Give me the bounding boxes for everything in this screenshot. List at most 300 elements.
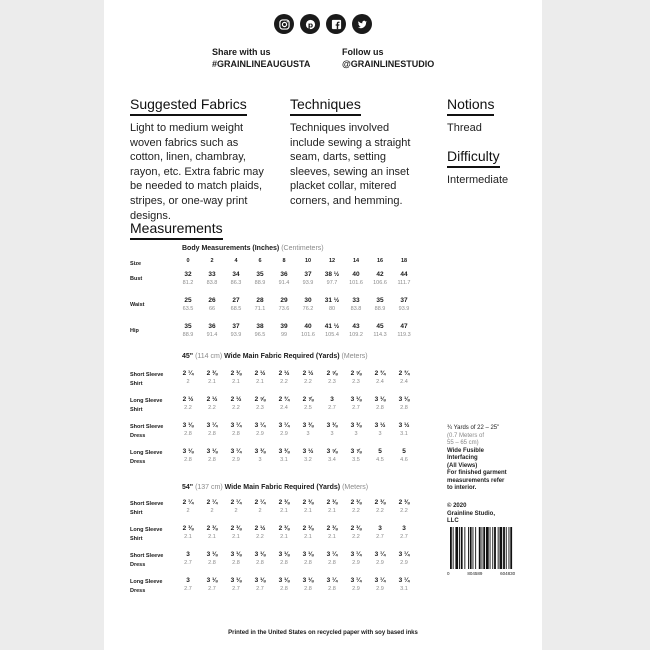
cell-imperial-value: 2 ⅝ bbox=[326, 370, 338, 377]
cell-metric-value: 88.9 bbox=[254, 280, 266, 286]
cell-metric-value: 91.4 bbox=[206, 332, 218, 338]
barcode-bar bbox=[482, 527, 483, 569]
cell-imperial-value: 36 bbox=[208, 323, 216, 330]
cell-imperial-value: 3 ½ bbox=[398, 422, 410, 429]
cell-imperial-value: 3 ¼ bbox=[398, 551, 410, 558]
cell-metric-value: 3 bbox=[330, 431, 334, 437]
cell-imperial-value: 2 ½ bbox=[302, 370, 314, 377]
cell-metric-value: 2.9 bbox=[256, 431, 264, 437]
row-label-line-2: Shirt bbox=[130, 510, 143, 516]
cell-metric-value: 109.2 bbox=[349, 332, 363, 338]
interfacing-note bbox=[447, 425, 499, 470]
cell-imperial-value: 2 ⅜ bbox=[374, 499, 386, 506]
cell-metric-value: 2.8 bbox=[280, 586, 288, 592]
table-cell bbox=[224, 498, 248, 515]
fabric-45-title bbox=[182, 353, 368, 360]
table-cell bbox=[296, 270, 320, 287]
table-cell bbox=[320, 270, 344, 287]
interfacing-line: 55 – 65 cm) bbox=[447, 440, 479, 446]
table-cell bbox=[176, 296, 200, 313]
cell-metric-value: 91.4 bbox=[278, 280, 290, 286]
table-cell bbox=[344, 550, 368, 567]
cell-metric-value: 3 bbox=[354, 431, 358, 437]
table-cell bbox=[320, 524, 344, 541]
table-cell bbox=[368, 576, 392, 593]
cell-imperial-value: 2 ⅜ bbox=[350, 499, 362, 506]
table-cell bbox=[200, 498, 224, 515]
cell-metric-value: 2.8 bbox=[184, 431, 192, 437]
cell-metric-value: 63.5 bbox=[182, 306, 194, 312]
cell-imperial-value: 3 ⅛ bbox=[182, 448, 194, 455]
cell-imperial-value: 3 ⅛ bbox=[302, 551, 314, 558]
cell-metric-value: 2.1 bbox=[256, 379, 264, 385]
techniques-title: Techniques bbox=[290, 96, 361, 112]
cell-metric-value: 2 bbox=[234, 508, 238, 514]
cell-metric-value: 2.2 bbox=[256, 534, 264, 540]
table-cell bbox=[296, 550, 320, 567]
cell-metric-value: 71.1 bbox=[254, 306, 266, 312]
table-cell bbox=[320, 550, 344, 567]
interfacing-line: ¾ Yards of 22 – 25" bbox=[447, 425, 500, 431]
cell-imperial-value: 3 ⅛ bbox=[278, 577, 290, 584]
row-label: Bust bbox=[130, 276, 143, 282]
cell-imperial-value: 2 ⅜ bbox=[182, 525, 194, 532]
table-cell bbox=[368, 270, 392, 287]
cell-metric-value: 86.3 bbox=[230, 280, 242, 286]
cell-imperial-value: 2 ⅜ bbox=[350, 525, 362, 532]
table-cell bbox=[320, 498, 344, 515]
cell-imperial-value: 30 bbox=[304, 297, 312, 304]
cell-imperial-value: 26 bbox=[208, 297, 216, 304]
cell-metric-value: 2.9 bbox=[280, 431, 288, 437]
cell-metric-value: 93.9 bbox=[230, 332, 242, 338]
table-cell bbox=[344, 421, 368, 438]
table-cell bbox=[344, 447, 368, 464]
cell-imperial-value: 2 ¾ bbox=[278, 396, 290, 403]
share-hashtag[interactable]: #GRAINLINEAUGUSTA bbox=[212, 59, 311, 69]
body-measurements-title bbox=[182, 245, 324, 252]
cell-metric-value: 68.5 bbox=[230, 306, 242, 312]
cell-metric-value: 114.3 bbox=[373, 332, 387, 338]
table-cell bbox=[176, 322, 200, 339]
barcode-bar bbox=[498, 527, 499, 569]
cell-metric-value: 2.2 bbox=[352, 508, 360, 514]
pinterest-icon[interactable] bbox=[300, 14, 320, 34]
table-cell bbox=[344, 498, 368, 515]
table-cell bbox=[176, 270, 200, 287]
table-cell bbox=[392, 322, 416, 339]
row-label-line-2: Shirt bbox=[130, 381, 143, 387]
table-cell bbox=[344, 524, 368, 541]
cell-imperial-value: 3 ¼ bbox=[254, 422, 266, 429]
table-cell bbox=[368, 421, 392, 438]
cell-metric-value: 99 bbox=[280, 332, 288, 338]
table-cell bbox=[176, 369, 200, 386]
barcode-bar bbox=[464, 527, 465, 569]
text-line: sleeves, sewing an inset bbox=[290, 165, 410, 178]
finished-measurements-note bbox=[447, 470, 507, 493]
table-cell bbox=[224, 524, 248, 541]
table-cell bbox=[272, 369, 296, 386]
cell-metric-value: 93.9 bbox=[398, 306, 410, 312]
cell-metric-value: 2.5 bbox=[304, 405, 312, 411]
table-cell bbox=[224, 576, 248, 593]
table-cell bbox=[272, 524, 296, 541]
table-title-width-metric: (114 cm) bbox=[195, 353, 223, 360]
table-cell bbox=[320, 395, 344, 412]
table-title-width-metric: (137 cm) bbox=[195, 484, 223, 491]
cell-metric-value: 2.8 bbox=[328, 560, 336, 566]
cell-imperial-value: 37 bbox=[232, 323, 240, 330]
table-title-metric: (Meters) bbox=[341, 353, 368, 360]
table-cell bbox=[224, 421, 248, 438]
table-cell bbox=[176, 421, 200, 438]
table-cell bbox=[272, 550, 296, 567]
cell-metric-value: 2.2 bbox=[208, 405, 216, 411]
cell-metric-value: 2.3 bbox=[328, 379, 336, 385]
cell-imperial-value: 41 ½ bbox=[324, 323, 340, 330]
barcode-bar bbox=[486, 527, 489, 569]
cell-metric-value: 2 bbox=[186, 379, 190, 385]
text-line: placket collar, mitered bbox=[290, 180, 397, 193]
interfacing-line: Wide Fusible bbox=[447, 447, 484, 454]
table-title-main: Wide Main Fabric Required (Yards) bbox=[224, 353, 340, 360]
row-label-line-1: Short Sleeve bbox=[130, 501, 164, 507]
cell-imperial-value: 3 ⅛ bbox=[254, 577, 266, 584]
cell-imperial-value: 2 ⅝ bbox=[350, 370, 362, 377]
cell-metric-value: 2.2 bbox=[280, 379, 288, 385]
cell-metric-value: 2.8 bbox=[304, 560, 312, 566]
techniques-heading bbox=[290, 96, 361, 116]
cell-metric-value: 2.8 bbox=[256, 560, 264, 566]
table-cell bbox=[296, 576, 320, 593]
follow-handle[interactable]: @GRAINLINESTUDIO bbox=[342, 59, 435, 69]
cell-imperial-value: 29 bbox=[280, 297, 288, 304]
cell-metric-value: 76.2 bbox=[302, 306, 314, 312]
size-header-cell: 2 bbox=[210, 258, 214, 264]
cell-imperial-value: 3 bbox=[378, 525, 382, 532]
cell-metric-value: 2.4 bbox=[376, 379, 384, 385]
table-cell bbox=[392, 395, 416, 412]
cell-metric-value: 73.6 bbox=[278, 306, 290, 312]
cell-imperial-value: 2 ¼ bbox=[230, 499, 242, 506]
table-cell bbox=[344, 270, 368, 287]
cell-imperial-value: 36 bbox=[280, 271, 288, 278]
follow-label: Follow us bbox=[342, 47, 384, 57]
cell-metric-value: 96.5 bbox=[254, 332, 266, 338]
table-cell bbox=[296, 447, 320, 464]
cell-metric-value: 3 bbox=[258, 457, 262, 463]
cell-imperial-value: 3 ⅛ bbox=[206, 551, 218, 558]
cell-imperial-value: 35 bbox=[184, 323, 192, 330]
cell-metric-value: 2.8 bbox=[208, 431, 216, 437]
cell-metric-value: 2.9 bbox=[376, 560, 384, 566]
cell-metric-value: 2.9 bbox=[400, 560, 408, 566]
interfacing-line: (0.7 Meters of bbox=[447, 432, 485, 439]
barcode-bar bbox=[450, 527, 452, 569]
table-cell bbox=[248, 550, 272, 567]
difficulty-title: Difficulty bbox=[447, 148, 500, 164]
table-cell bbox=[272, 395, 296, 412]
suggested-fabrics-heading bbox=[130, 96, 247, 116]
cell-imperial-value: 2 ¼ bbox=[254, 499, 266, 506]
table-title-main: Body Measurements (Inches) bbox=[182, 245, 280, 252]
table-cell bbox=[368, 524, 392, 541]
table-cell bbox=[368, 296, 392, 313]
table-cell bbox=[200, 270, 224, 287]
table-cell bbox=[368, 369, 392, 386]
cell-imperial-value: 3 ⅜ bbox=[302, 422, 314, 429]
cell-imperial-value: 2 ½ bbox=[254, 525, 266, 532]
cell-imperial-value: 2 ⅞ bbox=[302, 396, 314, 403]
cell-metric-value: 2.7 bbox=[328, 405, 336, 411]
cell-imperial-value: 3 ⅛ bbox=[398, 396, 410, 403]
copyright-note bbox=[447, 503, 495, 526]
notions-text: Thread bbox=[447, 122, 482, 134]
table-title-width: 54" bbox=[182, 484, 194, 491]
heading-underline bbox=[130, 238, 223, 240]
row-label-line-1: Short Sleeve bbox=[130, 424, 164, 430]
cell-imperial-value: 47 bbox=[400, 323, 408, 330]
table-cell bbox=[392, 296, 416, 313]
cell-metric-value: 2.8 bbox=[208, 457, 216, 463]
note-line: measurements refer bbox=[447, 477, 505, 484]
cell-imperial-value: 3 ⅛ bbox=[230, 577, 242, 584]
table-cell bbox=[200, 524, 224, 541]
social-icons bbox=[104, 14, 542, 34]
cell-imperial-value: 3 ⅞ bbox=[350, 448, 362, 455]
table-cell bbox=[248, 369, 272, 386]
cell-metric-value: 111.7 bbox=[397, 280, 411, 286]
cell-imperial-value: 2 ¾ bbox=[398, 370, 410, 377]
size-header-cell: 14 bbox=[352, 258, 360, 264]
table-cell bbox=[296, 498, 320, 515]
cell-imperial-value: 2 ⅜ bbox=[326, 499, 338, 506]
text-line: Light to medium weight bbox=[130, 122, 244, 134]
barcode-digits-group-1: 804589 bbox=[467, 571, 483, 576]
cell-metric-value: 2.4 bbox=[280, 405, 288, 411]
cell-metric-value: 2.2 bbox=[184, 405, 192, 411]
table-cell bbox=[368, 498, 392, 515]
table-cell bbox=[296, 524, 320, 541]
barcode-bar bbox=[492, 527, 493, 569]
row-label bbox=[130, 500, 163, 518]
cell-imperial-value: 3 ½ bbox=[374, 422, 386, 429]
text-line: include sewing a straight bbox=[290, 136, 411, 149]
barcode-bar bbox=[468, 527, 469, 569]
cell-metric-value: 3.2 bbox=[304, 457, 312, 463]
table-cell bbox=[248, 322, 272, 339]
table-cell bbox=[200, 395, 224, 412]
table-cell bbox=[392, 550, 416, 567]
cell-metric-value: 2.9 bbox=[352, 560, 360, 566]
difficulty-text: Intermediate bbox=[447, 174, 509, 186]
barcode-bar bbox=[473, 527, 474, 569]
cell-metric-value: 2.8 bbox=[232, 431, 240, 437]
cell-metric-value: 2.8 bbox=[184, 457, 192, 463]
table-cell bbox=[248, 524, 272, 541]
cell-imperial-value: 2 ⅜ bbox=[230, 525, 242, 532]
cell-metric-value: 2.1 bbox=[184, 534, 192, 540]
size-header-cell: 16 bbox=[376, 258, 384, 264]
interfacing-line: Interfacing bbox=[447, 455, 478, 461]
copyright-line: LLC bbox=[447, 518, 459, 524]
table-cell bbox=[176, 524, 200, 541]
table-cell bbox=[368, 447, 392, 464]
copyright-line: © 2020 bbox=[447, 503, 467, 509]
cell-metric-value: 97.7 bbox=[326, 280, 338, 286]
instagram-icon[interactable] bbox=[274, 14, 294, 34]
barcode-bar bbox=[494, 527, 496, 569]
cell-metric-value: 2.1 bbox=[304, 534, 312, 540]
row-label: Hip bbox=[130, 328, 139, 334]
barcode-digits bbox=[447, 571, 533, 576]
cell-imperial-value: 3 ⅛ bbox=[374, 396, 386, 403]
cell-metric-value: 2 bbox=[258, 508, 262, 514]
pattern-back-page bbox=[104, 0, 542, 650]
text-line: seam, darts, setting bbox=[290, 151, 386, 164]
cell-imperial-value: 34 bbox=[232, 271, 240, 278]
cell-metric-value: 2.1 bbox=[208, 379, 216, 385]
cell-imperial-value: 38 ½ bbox=[324, 271, 340, 278]
table-cell bbox=[248, 576, 272, 593]
barcode-digit-left: 0 bbox=[447, 571, 450, 576]
size-header-cell: 0 bbox=[186, 258, 190, 264]
cell-metric-value: 80 bbox=[328, 306, 336, 312]
cell-metric-value: 2.7 bbox=[232, 586, 240, 592]
cell-metric-value: 2.8 bbox=[232, 560, 240, 566]
cell-metric-value: 3.1 bbox=[280, 457, 288, 463]
cell-imperial-value: 37 bbox=[304, 271, 312, 278]
table-cell bbox=[392, 270, 416, 287]
row-label-line-2: Dress bbox=[130, 588, 146, 594]
barcode-bar bbox=[483, 527, 485, 569]
cell-metric-value: 2.7 bbox=[352, 405, 360, 411]
cell-imperial-value: 3 ¼ bbox=[278, 422, 290, 429]
barcode-bar bbox=[479, 527, 481, 569]
facebook-icon[interactable] bbox=[326, 14, 346, 34]
cell-metric-value: 2.4 bbox=[400, 379, 408, 385]
cell-imperial-value: 25 bbox=[184, 297, 192, 304]
cell-metric-value: 2.8 bbox=[328, 586, 336, 592]
table-cell bbox=[200, 447, 224, 464]
cell-metric-value: 3.1 bbox=[400, 586, 408, 592]
table-cell bbox=[368, 550, 392, 567]
cell-metric-value: 3 bbox=[306, 431, 310, 437]
barcode-bar bbox=[509, 527, 510, 569]
cell-metric-value: 2.9 bbox=[376, 586, 384, 592]
cell-metric-value: 83.8 bbox=[350, 306, 362, 312]
cell-imperial-value: 3 ⅛ bbox=[302, 577, 314, 584]
cell-metric-value: 4.6 bbox=[400, 457, 408, 463]
cell-imperial-value: 5 bbox=[402, 448, 406, 455]
table-cell bbox=[320, 447, 344, 464]
fabric-54-title bbox=[182, 484, 368, 491]
table-cell bbox=[296, 296, 320, 313]
cell-metric-value: 81.2 bbox=[182, 280, 194, 286]
cell-imperial-value: 3 ¼ bbox=[326, 577, 338, 584]
table-cell bbox=[296, 369, 320, 386]
cell-metric-value: 88.9 bbox=[182, 332, 194, 338]
cell-metric-value: 4.5 bbox=[376, 457, 384, 463]
size-header-cell: 18 bbox=[400, 258, 408, 264]
cell-metric-value: 119.3 bbox=[397, 332, 411, 338]
cell-metric-value: 2.1 bbox=[280, 534, 288, 540]
cell-metric-value: 105.4 bbox=[325, 332, 339, 338]
table-cell bbox=[296, 322, 320, 339]
row-label-line-2: Dress bbox=[130, 433, 146, 439]
barcode-bar bbox=[500, 527, 503, 569]
table-cell bbox=[224, 447, 248, 464]
cell-imperial-value: 2 ⅜ bbox=[326, 525, 338, 532]
table-cell bbox=[392, 447, 416, 464]
table-cell bbox=[176, 395, 200, 412]
cell-imperial-value: 2 ½ bbox=[254, 370, 266, 377]
cell-metric-value: 101.6 bbox=[349, 280, 363, 286]
table-cell bbox=[248, 395, 272, 412]
barcode-bar bbox=[455, 527, 458, 569]
cell-metric-value: 3 bbox=[378, 431, 382, 437]
barcode-bar bbox=[503, 527, 505, 569]
barcode-bar bbox=[510, 527, 512, 569]
cell-imperial-value: 3 ¼ bbox=[230, 448, 242, 455]
printed-footer: Printed in the United States on recycled paper with soy based inks bbox=[228, 630, 418, 636]
cell-imperial-value: 3 bbox=[186, 551, 190, 558]
barcode-bar bbox=[506, 527, 507, 569]
cell-metric-value: 2.2 bbox=[376, 508, 384, 514]
barcode-bars bbox=[447, 527, 533, 577]
twitter-icon[interactable] bbox=[352, 14, 372, 34]
cell-imperial-value: 33 bbox=[208, 271, 216, 278]
cell-imperial-value: 38 bbox=[256, 323, 264, 330]
row-label-line-1: Long Sleeve bbox=[130, 450, 163, 456]
cell-imperial-value: 3 bbox=[186, 577, 190, 584]
cell-imperial-value: 2 ⅜ bbox=[302, 525, 314, 532]
table-cell bbox=[200, 369, 224, 386]
table-cell bbox=[320, 369, 344, 386]
cell-imperial-value: 2 ¼ bbox=[182, 499, 194, 506]
heading-underline bbox=[447, 166, 500, 168]
table-cell bbox=[392, 576, 416, 593]
cell-imperial-value: 2 ½ bbox=[230, 396, 242, 403]
table-title-width: 45" bbox=[182, 353, 194, 360]
cell-imperial-value: 3 ⅜ bbox=[326, 422, 338, 429]
note-line: For finished garment bbox=[447, 470, 507, 476]
cell-metric-value: 2.3 bbox=[256, 405, 264, 411]
table-cell bbox=[248, 270, 272, 287]
cell-metric-value: 2.9 bbox=[232, 457, 240, 463]
row-label-line-2: Shirt bbox=[130, 407, 143, 413]
row-label bbox=[130, 578, 162, 596]
cell-metric-value: 88.9 bbox=[374, 306, 386, 312]
cell-metric-value: 2.7 bbox=[184, 586, 192, 592]
cell-metric-value: 2.2 bbox=[352, 534, 360, 540]
cell-metric-value: 2.7 bbox=[184, 560, 192, 566]
cell-imperial-value: 35 bbox=[376, 297, 384, 304]
barcode-bar bbox=[470, 527, 472, 569]
table-cell bbox=[296, 395, 320, 412]
cell-imperial-value: 27 bbox=[232, 297, 240, 304]
cell-imperial-value: 3 ⅛ bbox=[182, 422, 194, 429]
table-cell bbox=[200, 322, 224, 339]
table-cell bbox=[344, 296, 368, 313]
table-cell bbox=[176, 498, 200, 515]
cell-imperial-value: 2 ½ bbox=[182, 396, 194, 403]
table-cell bbox=[200, 296, 224, 313]
cell-imperial-value: 2 ⅜ bbox=[278, 499, 290, 506]
cell-metric-value: 3.5 bbox=[352, 457, 360, 463]
cell-metric-value: 2.8 bbox=[208, 560, 216, 566]
